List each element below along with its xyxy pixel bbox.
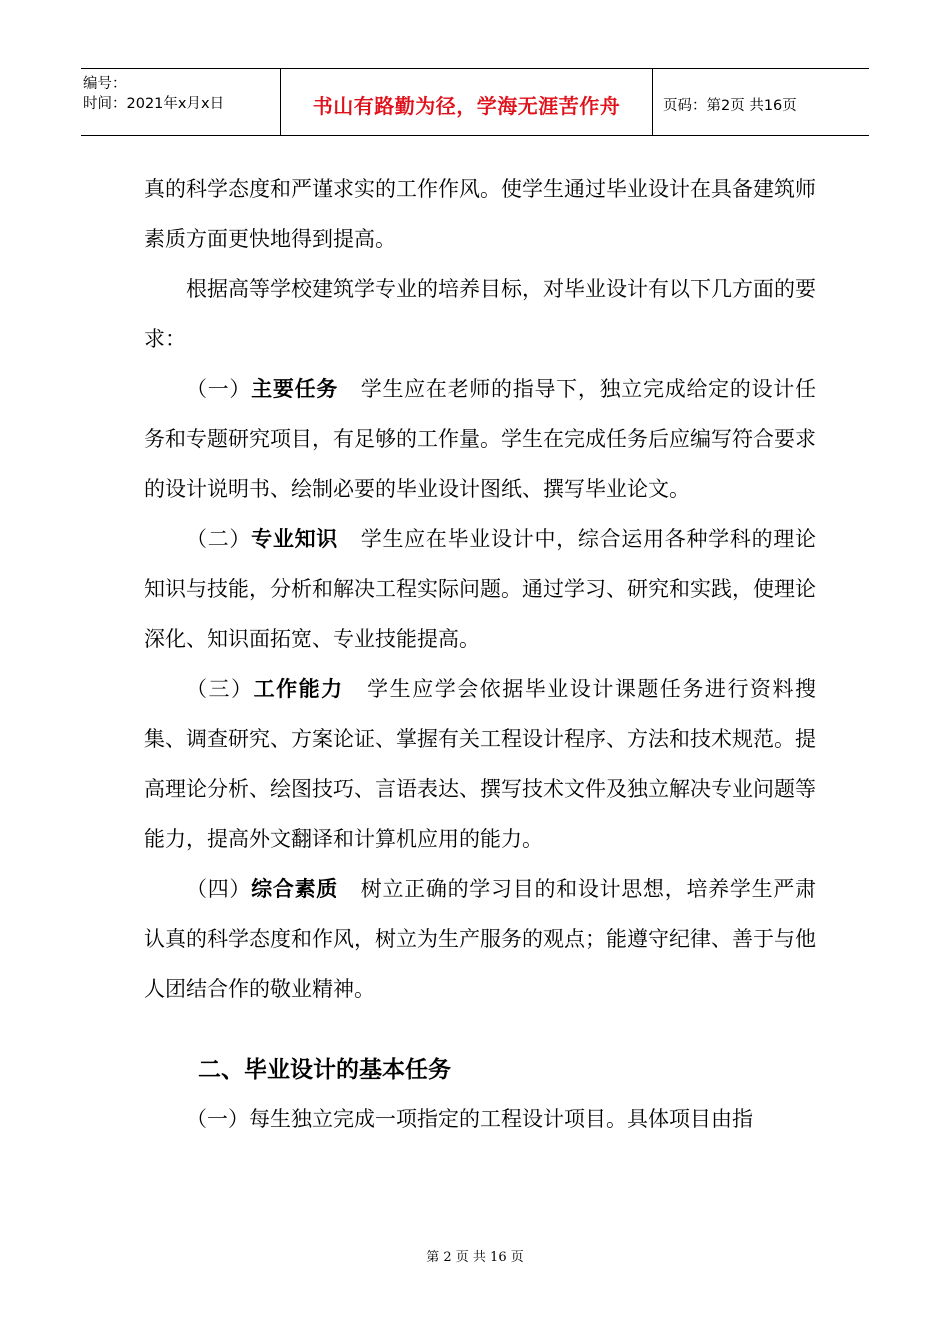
page-footer: 第 2 页 共 16 页	[426, 1250, 524, 1265]
item-text: 树立正确的学习目的和设计思想，培养学生严肃认真的科学态度和作风，树立为生产服务的观点；能遵守纪律、善于与他人团结合作的敬业精神。	[144, 877, 817, 1001]
header-motto: 书山有路勤为径，学海无涯苦作舟	[281, 69, 653, 135]
date-label: 时间：2021年x月x日	[83, 96, 225, 112]
item-number: （三）	[186, 677, 254, 701]
item-text: 学生应学会依据毕业设计课题任务进行资料搜集、调查研究、方案论证、掌握有关工程设计程序、方法和技术规范。提高理论分析、绘图技巧、言语表达、撰写技术文件及独立解决专业问题等能力，提高外文翻译和计算机应用的能力。	[144, 677, 817, 851]
item-number: （一）	[186, 377, 252, 401]
item-text: 学生应在毕业设计中，综合运用各种学科的理论知识与技能，分析和解决工程实际问题。通过学习、研究和实践，使理论深化、知识面拓宽、专业技能提高。	[144, 527, 817, 651]
page-header	[81, 68, 869, 136]
requirement-item-3	[144, 664, 816, 864]
requirement-item-1	[144, 364, 816, 514]
item-number: （四）	[186, 877, 252, 901]
item-title: 专业知识	[251, 527, 339, 551]
document-body	[144, 164, 816, 1144]
requirement-item-4	[144, 864, 816, 1014]
item-title: 综合素质	[251, 877, 339, 901]
paragraph-2: 根据高等学校建筑学专业的培养目标，对毕业设计有以下几方面的要求：	[144, 277, 816, 351]
requirement-item-2	[144, 514, 816, 664]
section-2-heading: 二、毕业设计的基本任务	[198, 1057, 451, 1083]
item-title: 主要任务	[251, 377, 339, 401]
item-number: （二）	[186, 527, 252, 551]
number-label: 编号：	[83, 76, 127, 92]
item-text: 学生应在老师的指导下，独立完成给定的设计任务和专题研究项目，有足够的工作量。学生在完成任务后应编写符合要求的设计说明书、绘制必要的毕业设计图纸、撰写毕业论文。	[144, 377, 817, 501]
paragraph-1: 真的科学态度和严谨求实的工作作风。使学生通过毕业设计在具备建筑师素质方面更快地得到提高。	[144, 177, 816, 251]
header-page-label: 页码：第2页 共16页	[663, 97, 797, 114]
item-title: 工作能力	[253, 677, 344, 701]
header-meta	[81, 69, 281, 135]
paragraph-3: （一）每生独立完成一项指定的工程设计项目。具体项目由指	[186, 1107, 753, 1131]
